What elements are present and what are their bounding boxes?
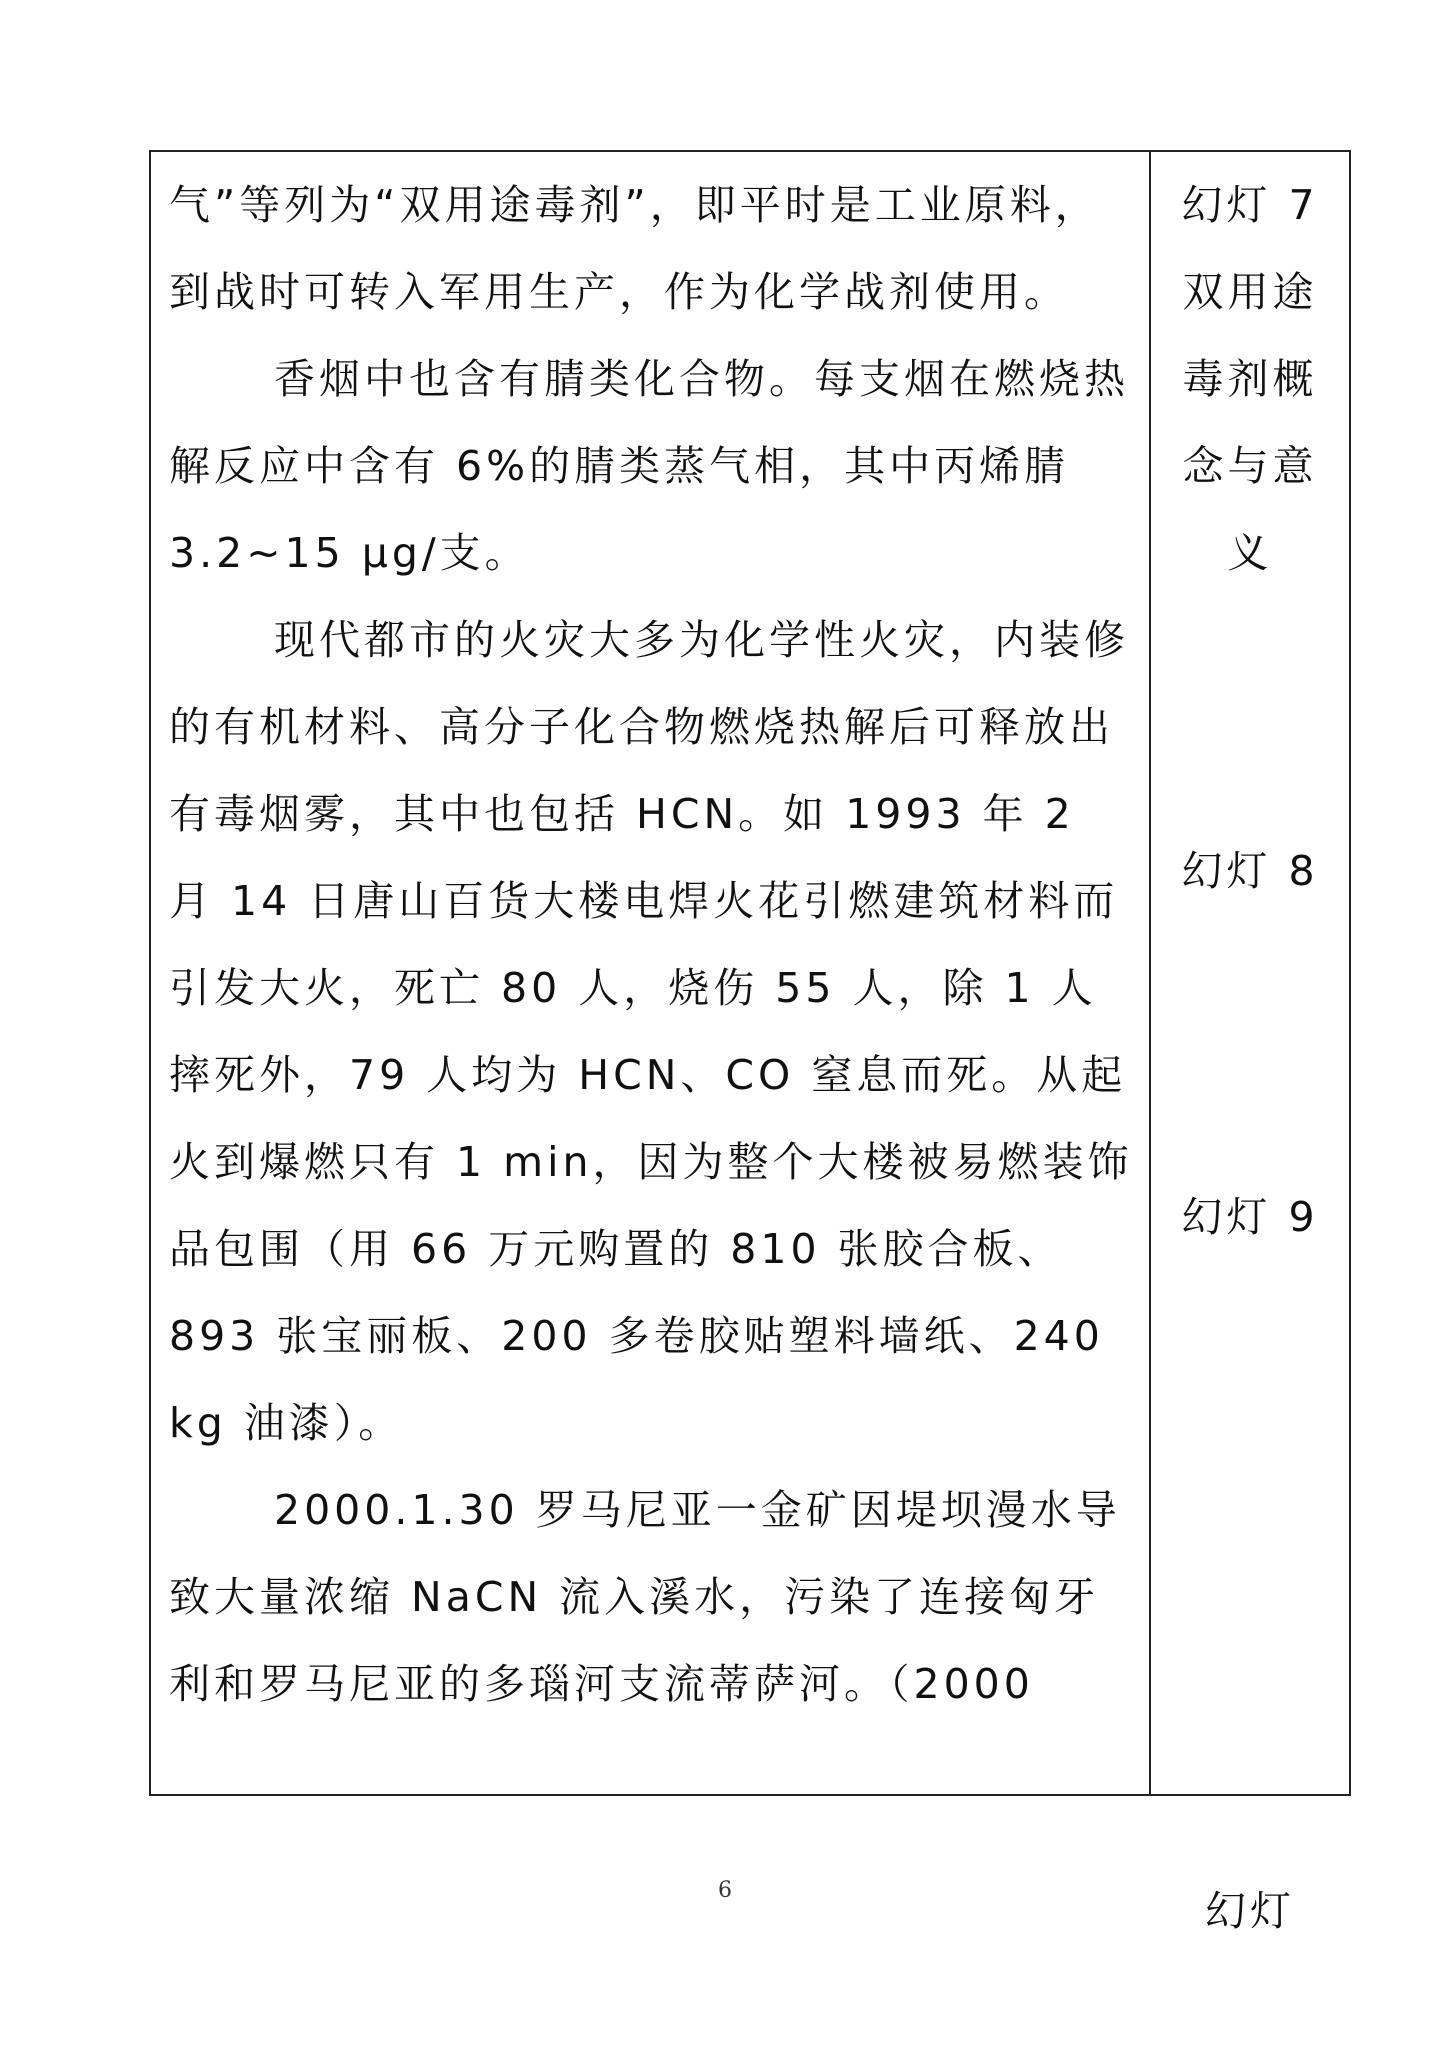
paragraph-fire: 现代都市的火灾大多为化学性火灾，内装修的有机材料、高分子化合物燃烧热解后可释放出有毒烟雾，其中也包括 HCN。如 1993 年 2 月 14 日唐山百货大楼电焊火花引燃建筑材料而引发大火，死亡 80 人，烧伤 55 人，除 1 人摔死外，79 人均为 HCN、CO 窒息而死。从起火到爆燃只有 1 min，因为整个大楼被易燃装饰品包围（用 66 万元购置的 810 张胶合板、893 张宝丽板、200 多卷胶贴塑料墙纸、240 kg 油漆）。 — [169, 616, 1133, 1447]
main-text-column — [151, 152, 1151, 1794]
slide-note-7: 幻灯 7 双用途毒剂概念与意义 — [1181, 181, 1319, 577]
page-number: 6 — [718, 1878, 732, 1903]
slide-note-8: 幻灯 8 — [1181, 847, 1319, 895]
slide-note-next: 幻灯 — [1205, 1887, 1295, 1935]
lesson-table — [149, 150, 1351, 1935]
paragraph-romania: 2000.1.30 罗马尼亚一金矿因堤坝漫水导致大量浓缩 NaCN 流入溪水，污染了连接匈牙利和罗马尼亚的多瑙河支流蒂萨河。（2000 — [169, 1486, 1121, 1708]
slide-notes-column — [1151, 152, 1349, 1935]
slide-note-9: 幻灯 9 — [1181, 1193, 1319, 1241]
paragraph-dual-use: 气”等列为“双用途毒剂”，即平时是工业原料，到战时可转入军用生产，作为化学战剂使用。 — [169, 181, 1100, 316]
paragraph-cigarette: 香烟中也含有腈类化合物。每支烟在燃烧热解反应中含有 6%的腈类蒸气相，其中丙烯腈 3.2~15 μg/支。 — [169, 355, 1129, 577]
